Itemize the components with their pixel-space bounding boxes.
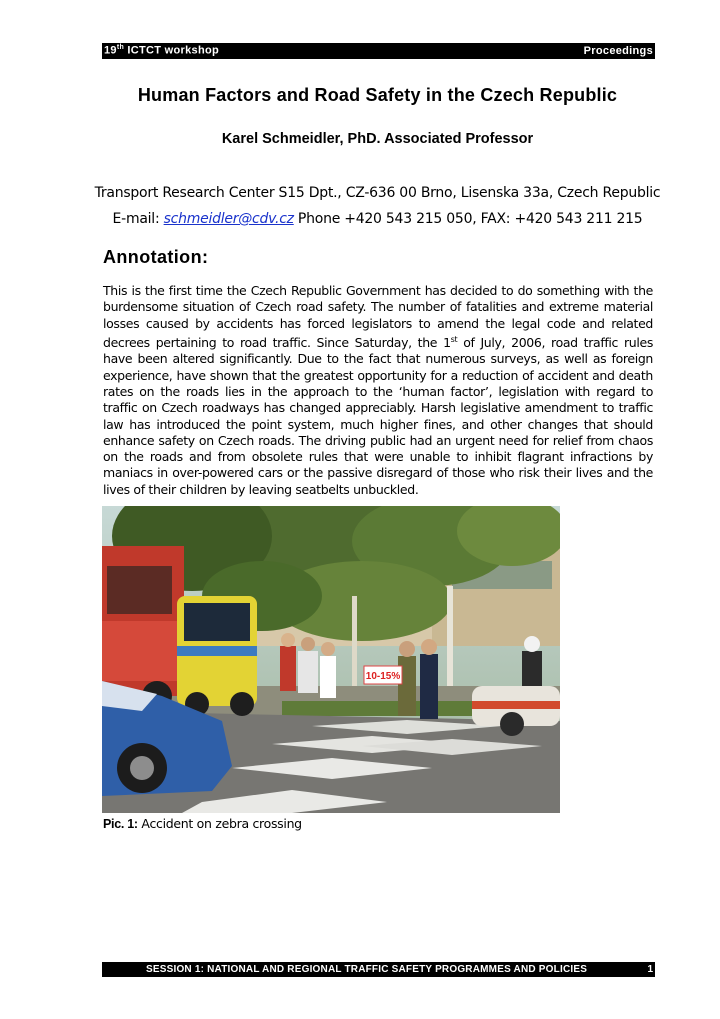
accident-photo <box>102 506 560 813</box>
accident-scene-illustration <box>102 506 560 813</box>
session-label: SESSION 1: NATIONAL AND REGIONAL TRAFFIC SAFETY PROGRAMMES AND POLICIES <box>146 964 588 975</box>
email-link[interactable]: schmeidler@cdv.cz <box>163 211 294 227</box>
figure-caption: Pic. 1: Accident on zebra crossing <box>103 816 302 831</box>
page-header <box>102 43 655 59</box>
contact-line: E-mail: schmeidler@cdv.cz Phone +420 543 215 050, FAX: +420 543 211 215 <box>112 211 643 227</box>
author-line: Karel Schmeidler, PhD. Associated Professor <box>221 131 534 147</box>
affiliation-line: Transport Research Center S15 Dpt., CZ-636 00 Brno, Lisenska 33a, Czech Republic <box>94 185 661 201</box>
workshop-label: 19th ICTCT workshop <box>104 44 220 57</box>
paper-title: Human Factors and Road Safety in the Czech Republic <box>137 85 618 105</box>
annotation-paragraph: This is the first time the Czech Republic Government has decided to do something with the burdensome situation of Czech road safety. The number of fatalities and extreme material losses caused by accidents has forced legislators to amend the legal code and related decrees pertaining to road traffic. Since Saturday, the 1st of July, 2006, road traffic rules have been altered significantly. Due to the fact that numerous surveys, as well as foreign experience, have shown that the greatest opportunity for a reduction of accident and death rates on the roads lies in the approach to the ‘human factor’, legislation with regard to traffic on Czech roadways has changed appreciably. Harsh legislative amendment to traffic law has introduced the point system, much higher fines, and other changes that should enhance safety on Czech roads. The driving public had an urgent need for relief from chaos on the roads and from obsolete rules that were unable to inhibit flagrant infractions by maniacs in over-powered cars or the passive disregard of those who risk their lives and the lives of their children by leaving seatbelts unbuckled. <box>103 283 653 497</box>
annotation-heading: Annotation: <box>103 247 209 267</box>
proceedings-label: Proceedings <box>583 45 653 57</box>
page-footer <box>102 962 655 977</box>
shop-sign-text: 10-15% <box>365 671 401 682</box>
page-number: 1 <box>647 964 653 975</box>
